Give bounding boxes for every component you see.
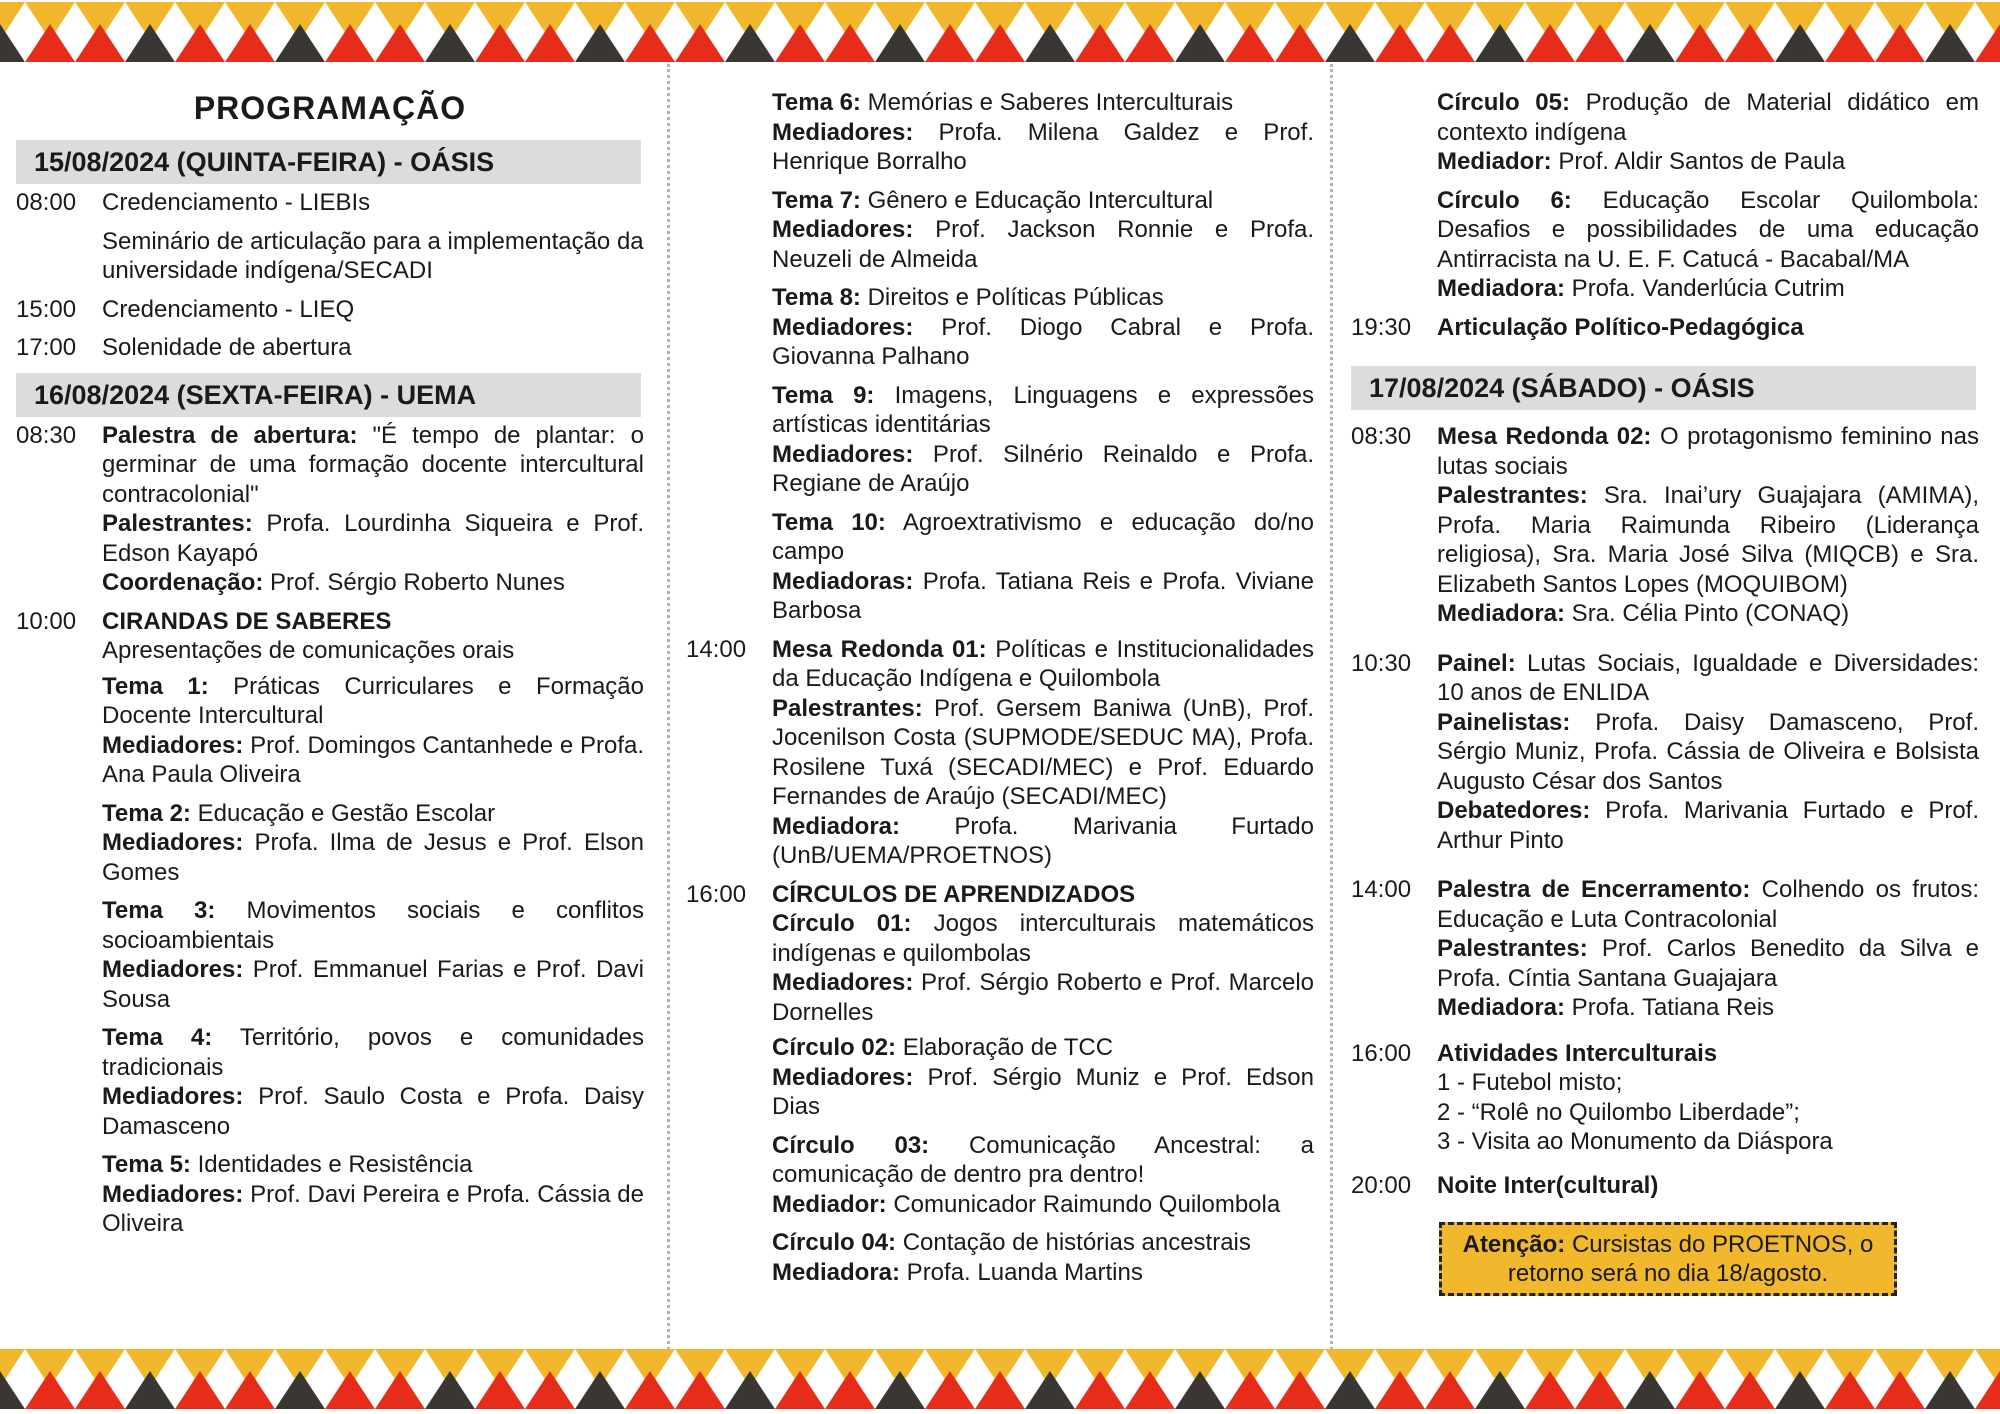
pattern-triangle (1375, 24, 1425, 62)
pattern-triangle (725, 24, 775, 62)
pattern-triangle (875, 1371, 925, 1409)
pattern-triangle (0, 24, 25, 62)
pattern-triangle (175, 24, 225, 62)
time-label: 10:30 (1351, 649, 1412, 677)
schedule-row: 14:00 Palestra de Encerramento: Colhendo os frutos: Educação e Luta Contracolonial Palestrantes: Prof. Carlos Benedito da Silva e Profa. Cíntia Santana Guajajara Mediadora: Profa. Tatiana Reis (1351, 876, 1979, 1021)
pattern-triangle (25, 24, 75, 62)
pattern-triangle (1475, 24, 1525, 62)
schedule-row: 14:00 Mesa Redonda 01: Políticas e Institucionalidades da Educação Indígena e Quilombola Palestrantes: Prof. Gersem Baniwa (UnB), Prof. Jocenilson Costa (SUPMODE/SEDUC MA), Profa. Rosilene Tuxá (SECADI/MEC) e Prof. Eduardo Fernandes de Araújo (SECADI/MEC) Mediadora: Profa. Marivania Furtado (UnB/UEMA/PROETNOS) (686, 635, 1315, 869)
pattern-triangle (525, 1371, 575, 1409)
pattern-triangle (1725, 1371, 1775, 1409)
pattern-triangle (25, 1371, 75, 1409)
pattern-triangle (825, 1371, 875, 1409)
activity: Noite Inter(cultural) (1437, 1171, 1659, 1199)
schedule-row: 08:30 Mesa Redonda 02: O protagonismo feminino nas lutas sociais Palestrantes: Sra. Inai’ury Guajajara (AMIMA), Profa. Maria Raimunda Ribeiro (Liderança religiosa), Sra. Maria José Silva (MIQCB) e Sra. Elizabeth Santos Lopes (MOQUIBOM) Mediadora: Sra. Célia Pinto (CONAQ) (1351, 423, 1980, 627)
tema-item: Tema 6: Memórias e Saberes Interculturais Mediadores: Profa. Milena Galdez e Prof. Henrique Borralho (772, 89, 1314, 175)
tema-item: Tema 9: Imagens, Linguagens e expressões artísticas identitárias Mediadores: Prof. Silnério Reinaldo e Profa. Regiane de Araújo (772, 381, 1314, 497)
top-pattern-band (0, 0, 2000, 64)
schedule-row (1351, 1171, 1979, 1201)
pattern-triangle (775, 1371, 825, 1409)
pattern-triangle (125, 24, 175, 62)
pattern-triangle (1225, 24, 1275, 62)
pattern-triangle (1025, 24, 1075, 62)
activity: Seminário de articulação para a implementação da universidade indígena/SECADI (102, 227, 644, 284)
time-label: 16:00 (1351, 1039, 1412, 1067)
circulos-list-b (1437, 88, 1979, 304)
tema-item: Tema 1: Práticas Curriculares e Formação Docente Intercultural Mediadores: Prof. Domingos Cantanhede e Profa. Ana Paula Oliveira (102, 672, 644, 788)
pattern-triangle (625, 24, 675, 62)
circulo-item: Círculo 05: Produção de Material didático em contexto indígena Mediador: Prof. Aldir Santos de Paula (1437, 89, 1979, 175)
pattern-triangle (1425, 1371, 1475, 1409)
schedule-row (16, 188, 644, 286)
pattern-triangle (1175, 24, 1225, 62)
pattern-triangle (1275, 1371, 1325, 1409)
tema-item: Tema 2: Educação e Gestão Escolar Mediadores: Profa. Ilma de Jesus e Prof. Elson Gomes (102, 799, 644, 886)
page-title: PROGRAMAÇÃO (193, 90, 467, 126)
schedule-row: 08:30 Palestra de abertura: "É tempo de plantar: o germinar de uma formação docente intercultural contracolonial" Palestrantes: Profa. Lourdinha Siqueira e Prof. Edson Kayapó Coordenação: Prof. Sérgio Roberto Nunes (16, 421, 644, 596)
pattern-triangle (1875, 1371, 1925, 1409)
schedule-row (16, 295, 644, 325)
schedule-row (16, 333, 644, 363)
attention-note: Atenção: Cursistas do PROETNOS, o retorno será no dia 18/agosto. (1439, 1222, 1897, 1296)
column-2 (686, 88, 1314, 1296)
temas-list-a (102, 672, 644, 1239)
pattern-triangle (875, 24, 925, 62)
circulo-item: Círculo 6: Educação Escolar Quilombola: Desafios e possibilidades de uma educação Antirracista na U. E. F. Catucá - Bacabal/MA Mediadora: Profa. Vanderlúcia Cutrim (1437, 186, 1980, 302)
pattern-triangle (75, 24, 125, 62)
pattern-triangle (275, 24, 325, 62)
circulo-item: Círculo 04: Contação de histórias ancestrais Mediadora: Profa. Luanda Martins (772, 1229, 1251, 1286)
tema-item: Tema 3: Movimentos sociais e conflitos socioambientais Mediadores: Prof. Emmanuel Farias e Prof. Davi Sousa (102, 897, 645, 1013)
time-label: 16:00 (686, 880, 747, 908)
time-label: 17:00 (16, 334, 77, 361)
tema-item: Tema 5: Identidades e Resistência Mediadores: Prof. Davi Pereira e Profa. Cássia de Oliveira (102, 1151, 644, 1237)
pattern-triangle (975, 24, 1025, 62)
activity: Articulação Político-Pedagógica (1437, 313, 1804, 341)
pattern-triangle (475, 1371, 525, 1409)
pattern-triangle (725, 1371, 775, 1409)
pattern-triangle (1625, 1371, 1675, 1409)
pattern-triangle (275, 1371, 325, 1409)
pattern-triangle (1825, 24, 1875, 62)
time-label: 08:30 (16, 421, 77, 449)
pattern-triangle (75, 1371, 125, 1409)
pattern-triangle (825, 24, 875, 62)
pattern-triangle (925, 24, 975, 62)
activity: Credenciamento - LIEBIs (102, 189, 371, 216)
pattern-triangle (1425, 24, 1475, 62)
pattern-triangle (1525, 1371, 1575, 1409)
pattern-triangle (1075, 1371, 1125, 1409)
schedule-row: 10:30 Painel: Lutas Sociais, Igualdade e Diversidades: 10 anos de ENLIDA Painelistas: Profa. Daisy Damasceno, Prof. Sérgio Muniz, Profa. Cássia de Oliveira e Bolsista Augusto César dos Santos Debatedores: Profa. Marivania Furtado e Prof. Arthur Pinto (1351, 649, 1979, 854)
pattern-triangle (225, 24, 275, 62)
pattern-triangle (925, 1371, 975, 1409)
schedule-row: 16:00 CÍRCULOS DE APRENDIZADOS Círculo 01: Jogos interculturais matemáticos indígenas e quilombolas Mediadores: Prof. Sérgio Roberto e Prof. Marcelo Dornelles (686, 880, 1314, 1026)
schedule-1508 (16, 188, 644, 363)
pattern-triangle (975, 1371, 1025, 1409)
pattern-triangle (1375, 1371, 1425, 1409)
day-header-1708: 17/08/2024 (SÁBADO) - OÁSIS (1351, 366, 1976, 410)
pattern-triangle (1225, 1371, 1275, 1409)
pattern-triangle (1075, 24, 1125, 62)
pattern-triangle (1675, 1371, 1725, 1409)
pattern-triangle (1675, 24, 1725, 62)
pattern-triangle (375, 24, 425, 62)
day-header-1608: 16/08/2024 (SEXTA-FEIRA) - UEMA (16, 373, 641, 417)
activity: Credenciamento - LIEQ (102, 295, 355, 323)
pattern-triangle (1975, 24, 2000, 62)
pattern-triangle (1775, 1371, 1825, 1409)
pattern-triangle (425, 24, 475, 62)
pattern-triangle (1625, 24, 1675, 62)
pattern-triangle (1575, 24, 1625, 62)
pattern-triangle (1875, 24, 1925, 62)
bottom-pattern-band (0, 1347, 2000, 1411)
pattern-triangle (1275, 24, 1325, 62)
pattern-triangle (1925, 1371, 1975, 1409)
pattern-triangle (675, 1371, 725, 1409)
column-divider-2 (1330, 64, 1333, 1350)
pattern-triangle (1575, 1371, 1625, 1409)
pattern-triangle (675, 24, 725, 62)
time-label: 08:00 (16, 189, 77, 216)
cirandas-title: CIRANDAS DE SABERES (102, 607, 392, 635)
pattern-triangle (225, 1371, 275, 1409)
column-3 (1351, 88, 1979, 1296)
pattern-triangle (575, 1371, 625, 1409)
tema-item: Tema 10: Agroextrativismo e educação do/no campo Mediadoras: Profa. Tatiana Reis e Profa. Viviane Barbosa (772, 508, 1314, 624)
pattern-triangle (175, 1371, 225, 1409)
time-label: 08:30 (1351, 423, 1412, 450)
cirandas-subtitle: Apresentações de comunicações orais (102, 637, 515, 664)
circulos-title: CÍRCULOS DE APRENDIZADOS (772, 880, 1136, 908)
pattern-triangle (1775, 24, 1825, 62)
column-divider-1 (667, 64, 670, 1350)
pattern-triangle (425, 1371, 475, 1409)
tema-item: Tema 4: Território, povos e comunidades tradicionais Mediadores: Prof. Saulo Costa e Profa. Daisy Damasceno (102, 1024, 645, 1140)
pattern-triangle (1825, 1371, 1875, 1409)
column-1 (16, 74, 644, 1249)
tema-item: Tema 7: Gênero e Educação Intercultural Mediadores: Prof. Jackson Ronnie e Profa. Neuzeli de Almeida (772, 186, 1314, 273)
pattern-triangle (325, 1371, 375, 1409)
day-header-1508: 15/08/2024 (QUINTA-FEIRA) - OÁSIS (16, 140, 641, 184)
time-label: 10:00 (16, 607, 77, 635)
activity: Solenidade de abertura (102, 334, 352, 361)
pattern-triangle (775, 24, 825, 62)
pattern-triangle (1125, 24, 1175, 62)
time-label: 15:00 (16, 295, 77, 323)
pattern-triangle (1125, 1371, 1175, 1409)
schedule-1608 (16, 421, 644, 1239)
temas-list-b (772, 88, 1314, 626)
time-label: 20:00 (1351, 1171, 1412, 1199)
pattern-triangle (1525, 24, 1575, 62)
tema-item: Tema 8: Direitos e Políticas Públicas Mediadores: Prof. Diogo Cabral e Profa. Giovanna Palhano (772, 284, 1314, 370)
time-label: 14:00 (1351, 876, 1412, 903)
pattern-triangle (575, 24, 625, 62)
schedule-row (16, 607, 644, 666)
circulo-item: Círculo 02: Elaboração de TCC Mediadores: Prof. Sérgio Muniz e Prof. Edson Dias (772, 1034, 1314, 1120)
circulos-list-a (772, 1033, 1314, 1287)
schedule-row (1351, 313, 1979, 343)
time-label: 14:00 (686, 635, 747, 663)
pattern-triangle (1475, 1371, 1525, 1409)
pattern-triangle (125, 1371, 175, 1409)
pattern-triangle (1025, 1371, 1075, 1409)
pattern-triangle (625, 1371, 675, 1409)
pattern-triangle (525, 24, 575, 62)
pattern-triangle (1725, 24, 1775, 62)
pattern-triangle (475, 24, 525, 62)
circulo-item: Círculo 03: Comunicação Ancestral: a comunicação de dentro pra dentro! Mediador: Comunicador Raimundo Quilombola (772, 1131, 1314, 1218)
pattern-triangle (325, 24, 375, 62)
pattern-triangle (375, 1371, 425, 1409)
pattern-triangle (1925, 24, 1975, 62)
pattern-triangle (1325, 24, 1375, 62)
pattern-triangle (1175, 1371, 1225, 1409)
schedule-row: 16:00 Atividades Interculturais 1 - Futebol misto; 2 - “Rolê no Quilombo Liberdade”; 3 - Visita ao Monumento da Diáspora (1351, 1039, 1833, 1155)
time-label: 19:30 (1351, 313, 1412, 341)
pattern-triangle (1325, 1371, 1375, 1409)
